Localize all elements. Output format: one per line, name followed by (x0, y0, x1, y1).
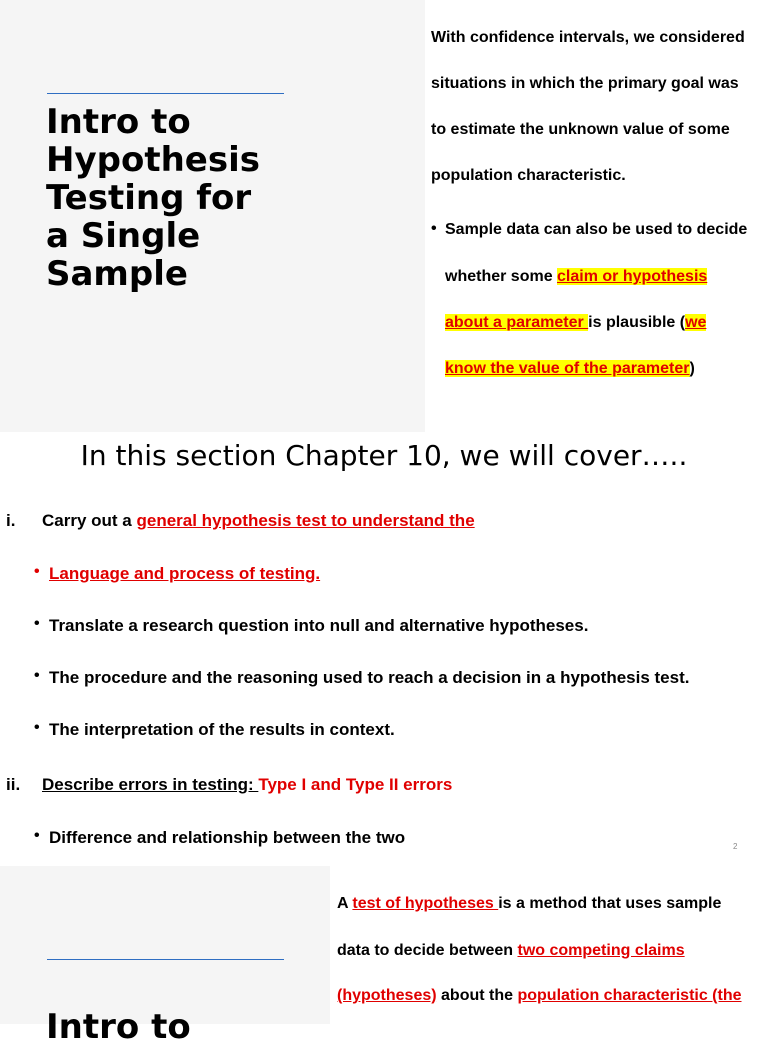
bullet-icon: • (431, 220, 437, 237)
intro-line: situations in which the primary goal was (431, 75, 739, 92)
definition-emphasis: two competing claims (517, 942, 685, 959)
bullet-line: Sample data can also be used to decide (445, 221, 748, 238)
slide-title: Intro to Hypothesis Testing for a Single Sample (46, 102, 260, 294)
bullet-text: whether some (445, 268, 558, 285)
intro-line: population characteristic. (431, 167, 626, 184)
bullet-icon: • (34, 719, 40, 736)
definition-line (337, 987, 742, 1005)
title-divider (47, 93, 284, 94)
title-divider (47, 959, 284, 960)
outline-item-1 (42, 511, 475, 531)
definition-text: A (337, 895, 353, 912)
sub-bullet: Language and process of testing. (49, 564, 321, 583)
parameter-highlight: about a parameter (445, 314, 589, 331)
definition-text: is a method that uses sample (498, 895, 722, 912)
title-panel (0, 866, 330, 1024)
bullet-line (445, 268, 707, 286)
outline-numeral: ii. (6, 775, 21, 794)
outline-emphasis: Type I and Type II errors (258, 775, 453, 794)
definition-line (337, 895, 721, 913)
claim-highlight: claim or hypothesis (557, 268, 708, 285)
slide-title: Intro to (46, 1007, 191, 1047)
we-highlight: we (685, 314, 707, 331)
known-value-highlight: know the value of the parameter (445, 360, 690, 377)
outline-emphasis: general hypothesis test to understand the (136, 511, 475, 530)
definition-emphasis: test of hypotheses (352, 895, 499, 912)
bullet-icon: • (34, 563, 40, 580)
outline-text: Carry out a (42, 511, 137, 530)
intro-line: to estimate the unknown value of some (431, 121, 730, 138)
sub-bullet: The procedure and the reasoning used to reach a decision in a hypothesis test. (49, 668, 690, 687)
section-heading: In this section Chapter 10, we will cover….. (80, 439, 688, 472)
bullet-line (445, 314, 706, 332)
sub-bullet: Translate a research question into null and alternative hypotheses. (49, 616, 589, 635)
definition-line (337, 942, 685, 960)
sub-bullet: The interpretation of the results in context. (49, 720, 395, 739)
bullet-icon: • (34, 667, 40, 684)
bullet-icon: • (34, 615, 40, 632)
intro-text-block (431, 0, 768, 432)
bullet-text: ) (689, 360, 695, 377)
bullet-line (445, 360, 695, 378)
intro-line: With confidence intervals, we considered (431, 29, 745, 46)
definition-emphasis: population characteristic (the (517, 987, 742, 1004)
definition-emphasis: (hypotheses) (337, 987, 437, 1004)
outline-text: Describe errors in testing: (42, 775, 259, 794)
sub-bullet: Difference and relationship between the two (49, 828, 406, 847)
definition-text: about the (436, 987, 518, 1004)
bullet-text: is plausible ( (588, 314, 686, 331)
definition-text: data to decide between (337, 942, 518, 959)
page-number: 2 (733, 842, 738, 851)
outline-numeral: i. (6, 511, 16, 530)
outline-item-2 (42, 775, 452, 795)
bullet-icon: • (34, 827, 40, 844)
definition-text-block (337, 866, 768, 1024)
